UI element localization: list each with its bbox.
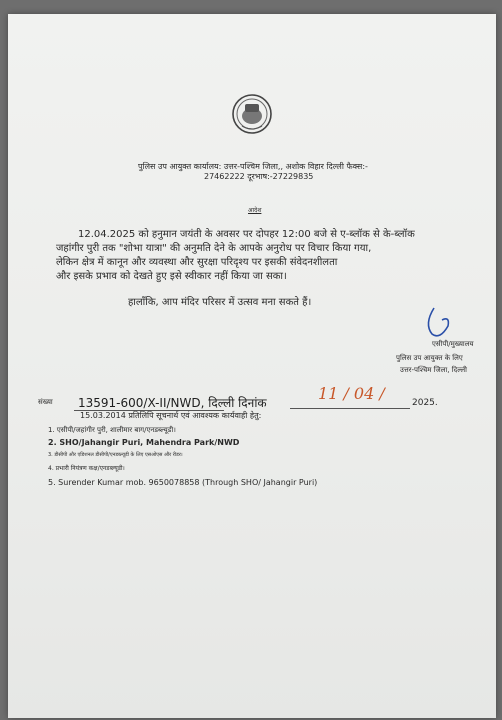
document-title: आदेश xyxy=(248,207,262,214)
body-line-4: और इसके प्रभाव को देखते हुए इसे स्वीकार नहीं किया जा सका। xyxy=(56,271,287,282)
copy-item-1: 1. एसीपी/जहांगीर पुरी, शालीमार बाग/एनडब्ल्यूडी। xyxy=(48,426,176,434)
copy-to-line: 15.03.2014 प्रतिलिपि सूचनार्थ एवं आवश्यक कार्यवाही हेतु: xyxy=(80,411,262,420)
copy-item-5: 5. Surender Kumar mob. 9650078858 (Through SHO/ Jahangir Puri) xyxy=(48,478,318,487)
copy-item-3: 3. डीसीपी और एडिशनल डीसीपी/एनडब्ल्यूडी के लिए एसओएस और रीडर। xyxy=(48,452,183,458)
date-underline xyxy=(290,408,410,409)
signature-for-line: पुलिस उप आयुक्त के लिए xyxy=(396,354,463,362)
document-page xyxy=(8,14,496,718)
signature-designation: एसीपी/मुख्यालय xyxy=(432,340,474,348)
reference-prefix: संख्या xyxy=(38,398,53,406)
office-phone-line: 27462222 दूरभाष:-27229835 xyxy=(204,172,314,181)
reference-year: 2025. xyxy=(412,398,438,408)
body-line-2: जहांगीर पुरी तक "शोभा यात्रा" की अनुमति देने के आपके अनुरोध पर विचार किया गया, xyxy=(56,243,372,254)
signature-district-line: उत्तर-पश्चिम जिला, दिल्ली xyxy=(400,366,467,374)
body-line-3: लेकिन क्षेत्र में कानून और व्यवस्था और सुरक्षा परिदृश्य पर इसकी संवेदनशीलता xyxy=(56,257,338,268)
note-line: हालाँकि, आप मंदिर परिसर में उत्सव मना सकते हैं। xyxy=(128,297,312,308)
copy-item-2: 2. SHO/Jahangir Puri, Mahendra Park/NWD xyxy=(48,438,240,447)
body-line-1: 12.04.2025 को हनुमान जयंती के अवसर पर दोपहर 12:00 बजे से ए-ब्लॉक से के-ब्लॉक xyxy=(78,229,415,240)
handwritten-date: 11 / 04 / xyxy=(318,384,385,403)
copy-item-4: 4. प्रभारी नियंत्रण कक्ष/एनडब्ल्यूडी। xyxy=(48,465,125,472)
office-address-line: पुलिस उप आयुक्त कार्यालय: उत्तर-पश्चिम जिला,, अशोक विहार दिल्ली फैक्स:- xyxy=(138,162,368,171)
police-emblem-icon xyxy=(228,92,276,136)
reference-number: 13591-600/X-II/NWD, दिल्ली दिनांक xyxy=(78,396,267,410)
signature-mark xyxy=(420,304,454,340)
